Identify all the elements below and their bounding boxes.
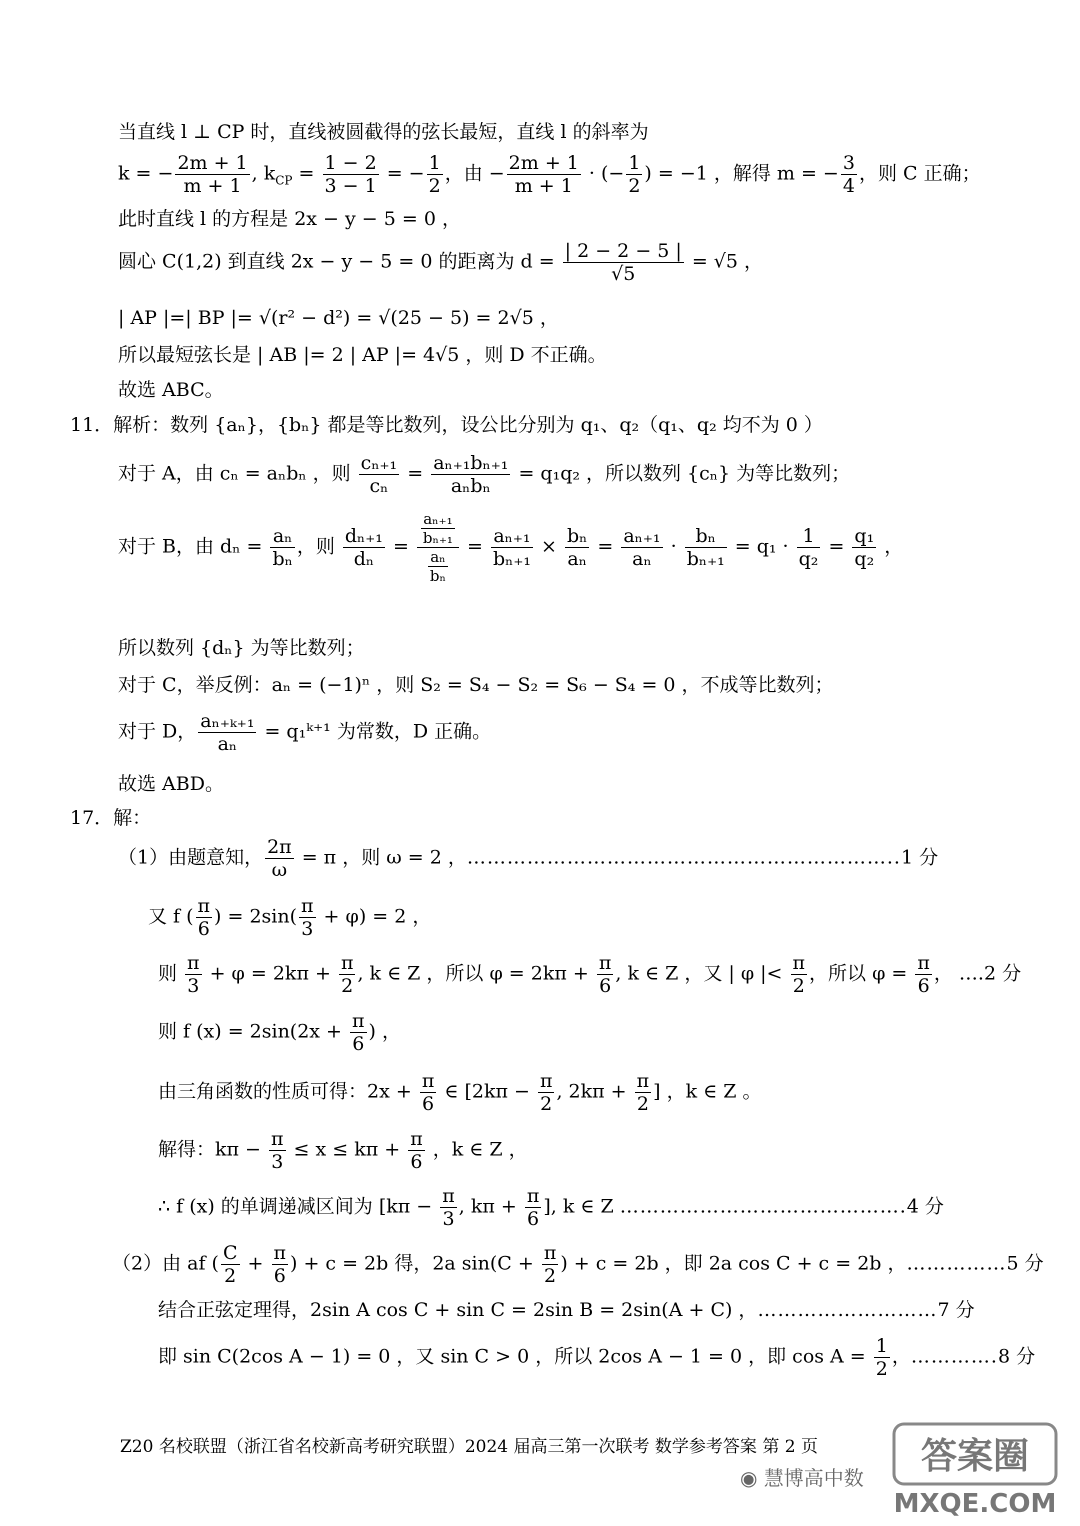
fraction: $\frac{\pi}{6}$ <box>197 895 211 940</box>
fraction: $\frac{C}{2}$ <box>222 1242 238 1287</box>
q11-option-c: 对于 C，举反例：aₙ = (−1)ⁿ ，则 S₂ = S₄ − S₂ = S₆ − S₄ = 0 ，不成等比数列； <box>118 674 834 696</box>
fraction: $\frac{\pi}{6}$ <box>273 1242 286 1287</box>
fraction: $\frac{\text{aₙ₊₁}}{\text{aₙ}}$ <box>623 525 661 570</box>
fraction: $\frac{\pi}{3}$ <box>187 952 200 997</box>
line-answer-abc: 故选 ABC。 <box>118 379 224 401</box>
score: 8 分 <box>997 1345 1036 1368</box>
fraction: $\frac{1}{2}$ <box>628 152 641 197</box>
q11-option-d: 对于 D， $\frac{\text{aₙ₊ₖ₊₁}}{\text{aₙ}}$ = q₁ᵏ⁺¹ 为常数，D 正确。 <box>118 710 492 755</box>
page-footer: Z20 名校联盟（浙江省名校新高考研究联盟）2024 届高三第一次联考 数学参考答案 第 2 页 <box>120 1437 818 1457</box>
fraction: $\frac{\pi}{2}$ <box>539 1070 553 1115</box>
fraction: $\frac{\text{aₙ₊₁}}{\text{bₙ₊₁}}$ <box>492 525 531 570</box>
fraction: $\frac{\text{aₙ}}{\text{bₙ}}$ <box>272 525 293 570</box>
q11-heading: 11．解析：数列 {aₙ}，{bₙ} 都是等比数列，设公比分别为 q₁、q₂（q₁、q₂ 均不为 0 ） <box>70 414 823 436</box>
q17-part1-fx: 则 f (x) = 2sin(2x + $\frac{\pi}{6}$ ) ， <box>158 1010 401 1055</box>
line-answer-abd: 故选 ABD。 <box>118 773 224 795</box>
q17-part2-given: （2）由 af ( $\frac{C}{2}$ + $\frac{\pi}{6}$ ) + c = 2b 得，2a sin(C + $\frac{\pi}{2}$ ) + c = 2b ，即 2a cos C + c = 2b ，……………5 分 <box>112 1242 1044 1287</box>
fraction: $\frac{\pi}{6}$ <box>526 1185 540 1230</box>
q17-part1-f: 又 f ( $\frac{\pi}{6}$ ) = 2sin( $\frac{\pi}{3}$ + φ) = 2 ， <box>148 895 432 940</box>
q17-part1-interval: ∴ f (x) 的单调递减区间为 [kπ − $\frac{\pi}{3}$ , kπ + $\frac{\pi}{6}$ ], k ∈ Z …………………………………….4 分 <box>158 1185 944 1230</box>
fraction: $\frac{\text{bₙ}}{\text{bₙ₊₁}}$ <box>686 525 725 570</box>
fraction: $\frac{\pi}{2}$ <box>340 952 354 997</box>
q17-part2-sine-rule: 结合正弦定理得，2sin A cos C + sin C = 2sin B = 2sin(A + C) ，………………………7 分 <box>158 1299 975 1321</box>
q11-option-b: 对于 B，由 dₙ = $\frac{\text{aₙ}}{\text{bₙ}}$ ，则 $\frac{\text{dₙ₊₁}}{\text{dₙ}}$ = $\frac{\frac{\text{aₙ₊₁}}{\text{bₙ₊₁}}}{\frac{\text{aₙ}}{\text{bₙ}}}$ = $\frac{\text{aₙ₊₁}}{\text{bₙ₊₁}}$ × $\frac{\text{bₙ}}{\text{aₙ}}$ = $\frac{\text{aₙ₊₁}}{\text{aₙ}}$ · $\frac{\text{bₙ}}{\text{bₙ₊₁}}$ = q₁ · $\frac{1}{\text{q₂}}$ = $\frac{\text{q₁}}{\text{q₂}}$ ， <box>118 510 904 585</box>
fraction: $\frac{2m + 1}{m + 1}$ <box>508 152 579 197</box>
line-distance: 圆心 C(1,2) 到直线 2x − y − 5 = 0 的距离为 d = $\frac{| 2 - 2 - 5 |}{√5}$ = √5 ， <box>118 240 764 285</box>
line-ap-bp: | AP |=| BP |= √(r² − d²) = √(25 − 5) = 2√5 ， <box>118 307 559 329</box>
fraction: $\frac{1}{2}$ <box>428 152 441 197</box>
fraction: $\frac{\pi}{6}$ <box>352 1010 365 1055</box>
fraction: $\frac{\pi}{3}$ <box>442 1185 455 1230</box>
fraction: $\frac{\text{aₙ₊ₖ₊₁}}{\text{aₙ}}$ <box>200 710 255 755</box>
line-equation: 此时直线 l 的方程是 2x − y − 5 = 0 ， <box>118 208 461 230</box>
q11-b-conclusion: 所以数列 {dₙ} 为等比数列； <box>118 637 365 659</box>
fraction: $\frac{\pi}{3}$ <box>301 895 314 940</box>
watermark-text: ◉ 慧博高中数 <box>740 1466 864 1490</box>
watermark-logo <box>890 1420 1060 1520</box>
q17-part1-phi: 则 $\frac{\pi}{3}$ + φ = 2kπ + $\frac{\pi}{2}$ , k ∈ Z ，所以 φ = 2kπ + $\frac{\pi}{6}$ , k ∈ Z ，又 | φ |< $\frac{\pi}{2}$ ，所以 φ = $\frac{\pi}{6}$ ， ….2 分 <box>158 952 1022 997</box>
fraction: $\frac{\pi}{6}$ <box>917 952 930 997</box>
fraction: $\frac{\text{q₁}}{\text{q₂}}$ <box>854 525 875 570</box>
q17-part1-range: 由三角函数的性质可得：2x + $\frac{\pi}{6}$ ∈ [2kπ − $\frac{\pi}{2}$ , 2kπ + $\frac{\pi}{2}$ ] ，k ∈ Z 。 <box>158 1070 762 1115</box>
score: 1 分 <box>900 846 939 869</box>
line-shortest-chord: 所以最短弦长是 | AB |= 2 | AP |= 4√5 ，则 D 不正确。 <box>118 344 607 366</box>
fraction: $\frac{\pi}{2}$ <box>792 952 806 997</box>
score: 5 分 <box>1006 1252 1044 1275</box>
q11-option-a: 对于 A，由 cₙ = aₙbₙ ，则 $\frac{\text{cₙ₊₁}}{\text{cₙ}}$ = $\frac{\text{aₙ₊₁bₙ₊₁}}{\text{aₙbₙ}}$ = q₁q₂ ，所以数列 {cₙ} 为等比数列； <box>118 452 851 497</box>
fraction: $\frac{\text{cₙ₊₁}}{\text{cₙ}}$ <box>360 452 398 497</box>
score: 7 分 <box>937 1299 975 1321</box>
fraction: $\frac{2\pi}{\omega}$ <box>267 836 292 881</box>
line-perpendicular: 当直线 l ⊥ CP 时，直线被圆截得的弦长最短，直线 l 的斜率为 <box>118 121 649 143</box>
score: 4 分 <box>906 1195 944 1218</box>
fraction: $\frac{\text{bₙ}}{\text{aₙ}}$ <box>566 525 588 570</box>
fraction: $\frac{\text{aₙ₊₁bₙ₊₁}}{\text{aₙbₙ}}$ <box>433 452 509 497</box>
watermark-logo-text: 答案圈 <box>920 1436 1030 1477</box>
fraction: $\frac{\pi}{2}$ <box>543 1242 557 1287</box>
fraction: $\frac{\pi}{2}$ <box>636 1070 650 1115</box>
fraction: $\frac{3}{4}$ <box>842 152 855 197</box>
fraction: $\frac{1 - 2}{3 - 1}$ <box>324 152 377 197</box>
fraction: $\frac{1}{\text{q₂}}$ <box>798 525 819 570</box>
fraction: $\frac{2m + 1}{m + 1}$ <box>177 152 248 197</box>
score: 2 分 <box>983 962 1022 985</box>
line-slope-eq: k = − $\frac{2m + 1}{m + 1}$ , $k_{CP}$ = $\frac{1 - 2}{3 - 1}$ = − $\frac{1}{2}$ ，由 − $\frac{2m + 1}{m + 1}$ · (− $\frac{1}{2}$ ) = −1 ，解得 m = − $\frac{3}{4}$ ，则 C 正确； <box>118 152 981 197</box>
q17-part1-solve: 解得：kπ − $\frac{\pi}{3}$ ≤ x ≤ kπ + $\frac{\pi}{6}$ ，k ∈ Z ， <box>158 1128 528 1173</box>
fraction: $\frac{\pi}{6}$ <box>598 952 612 997</box>
q17-heading: 17．解： <box>70 807 152 829</box>
fraction: $\frac{\pi}{6}$ <box>410 1128 423 1173</box>
compound-fraction: $\frac{\frac{\text{aₙ₊₁}}{\text{bₙ₊₁}}}{\frac{\text{aₙ}}{\text{bₙ}}}$ <box>417 510 459 585</box>
fraction: $\frac{\text{dₙ₊₁}}{\text{dₙ}}$ <box>344 525 383 570</box>
fraction: $\frac{| 2 - 2 - 5 |}{√5}$ <box>564 240 682 285</box>
watermark-logo-url: MXQE.COM <box>893 1489 1057 1519</box>
fraction: $\frac{1}{2}$ <box>875 1335 888 1380</box>
fraction: $\frac{\pi}{6}$ <box>421 1070 435 1115</box>
q17-part2-cos: 即 sin C(2cos A − 1) = 0 ，又 sin C > 0 ，所以 2cos A − 1 = 0 ，即 cos A = $\frac{1}{2}$ ，………….8 分 <box>158 1335 1036 1380</box>
q17-part1-omega: （1）由题意知， $\frac{2\pi}{\omega}$ = π ，则 ω = 2 ，………………………………………………………..1 分 <box>118 836 939 881</box>
fraction: $\frac{\pi}{3}$ <box>271 1128 284 1173</box>
wechat-icon: ◉ <box>740 1466 758 1490</box>
